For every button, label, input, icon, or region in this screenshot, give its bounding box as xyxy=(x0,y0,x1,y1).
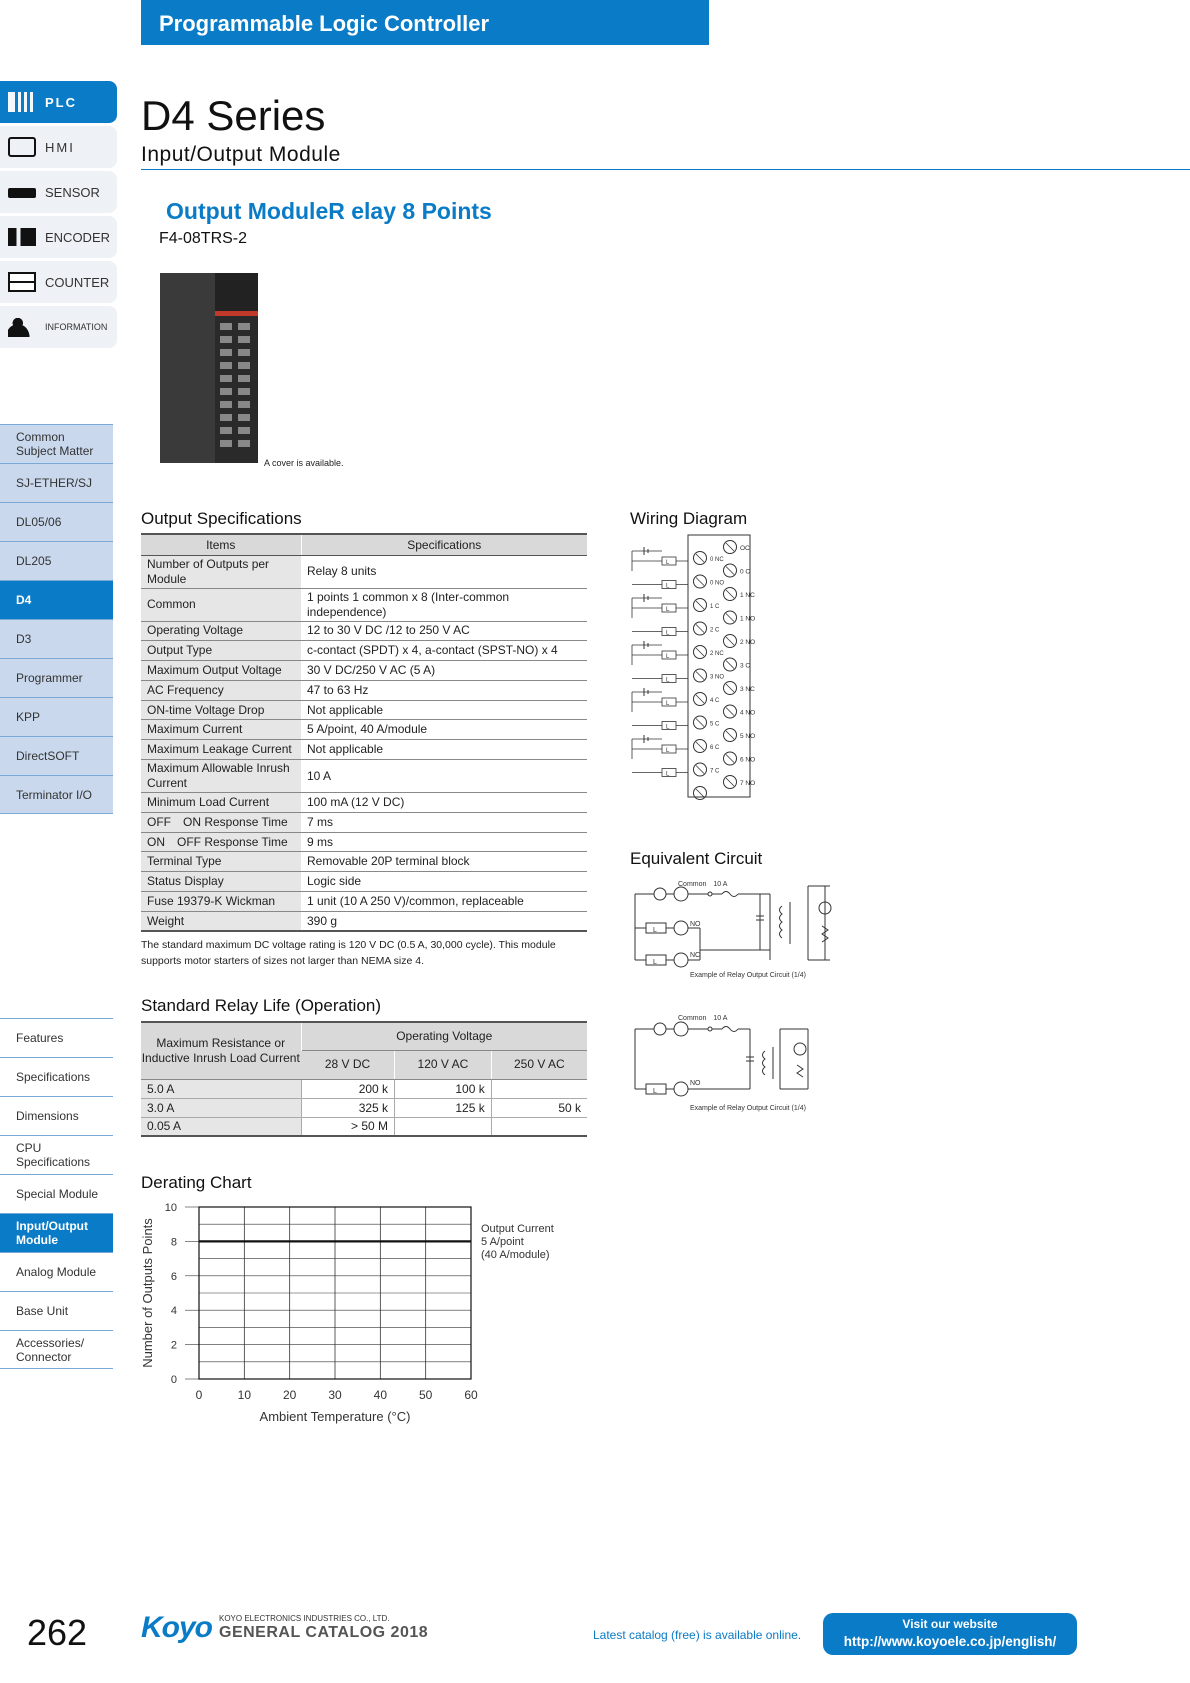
nav-features[interactable]: Features xyxy=(0,1018,113,1057)
nav-programmer[interactable]: Programmer xyxy=(0,658,113,697)
tab-hmi[interactable]: HMI xyxy=(0,126,117,168)
spec-value: 100 mA (12 V DC) xyxy=(301,793,587,813)
spec-value: Logic side xyxy=(301,872,587,892)
terminal-slot xyxy=(696,672,704,680)
nav-kpp[interactable]: KPP xyxy=(0,697,113,736)
relay-life-value xyxy=(491,1079,587,1098)
x-tick-label: 30 xyxy=(328,1388,342,1402)
group-header: Operating Voltage xyxy=(301,1022,587,1050)
nav-common-subject-matter[interactable]: Common Subject Matter xyxy=(0,424,113,463)
page-subtitle: Input/Output Module xyxy=(141,143,341,166)
table-row xyxy=(141,641,587,661)
column-header: Items xyxy=(141,534,301,555)
module-title: Output ModuleR elay 8 Points xyxy=(166,198,492,224)
table-row xyxy=(141,793,587,813)
terminal-label: 3 NO xyxy=(710,674,725,681)
nav-dimensions[interactable]: Dimensions xyxy=(0,1096,113,1135)
plc-icon xyxy=(8,92,36,112)
load-label: L xyxy=(666,771,670,778)
spec-value: Not applicable xyxy=(301,740,587,760)
terminal-label: 2 NC xyxy=(710,651,724,657)
nav-input-output-module[interactable]: Input/Output Module xyxy=(0,1213,113,1252)
relay-life-value: > 50 M xyxy=(301,1117,395,1136)
row-header: Maximum Resistance or Inductive Inrush Load Current xyxy=(141,1022,301,1079)
wiring-title: Wiring Diagram xyxy=(630,509,748,528)
visit-label: Visit our website xyxy=(902,1617,998,1631)
spec-value: 9 ms xyxy=(301,832,587,852)
load-label: L xyxy=(653,927,657,934)
terminal-label: 4 NO xyxy=(740,709,756,717)
nav-dl05-06[interactable]: DL05/06 xyxy=(0,502,113,541)
spec-value: 1 unit (10 A 250 V)/common, replaceable xyxy=(301,892,587,912)
column-header: Specifications xyxy=(301,534,587,555)
output-spec-table xyxy=(141,533,587,932)
table-row xyxy=(141,621,587,641)
header-bar xyxy=(141,0,709,45)
terminal-label: 0 NO xyxy=(710,580,725,587)
load-label: L xyxy=(653,959,657,966)
load-current: 5.0 A xyxy=(141,1079,301,1098)
spec-item: AC Frequency xyxy=(141,680,301,700)
spec-value: 1 points 1 common x 8 (Inter-common independence) xyxy=(301,588,587,621)
x-tick-label: 60 xyxy=(464,1388,478,1402)
model-number: F4-08TRS-2 xyxy=(159,230,248,247)
table-row xyxy=(141,892,587,912)
spec-value: 5 A/point, 40 A/module xyxy=(301,720,587,740)
terminal-label: 2 C xyxy=(710,627,720,634)
relay-life-value: 125 k xyxy=(395,1098,492,1117)
terminal-label: 1 C xyxy=(710,604,720,610)
relay-life-value: 50 k xyxy=(491,1098,587,1117)
table-row xyxy=(141,911,587,931)
spec-item: Maximum Output Voltage xyxy=(141,661,301,681)
chart-annotation: 5 A/point xyxy=(481,1236,524,1248)
common-label: Common 10 A xyxy=(678,1015,728,1022)
catalog-name: GENERAL CATALOG 2018 xyxy=(219,1624,429,1641)
terminal-label: 1 NC xyxy=(740,592,755,599)
nav-directsoft[interactable]: DirectSOFT xyxy=(0,736,113,775)
tab-sensor[interactable]: SENSOR xyxy=(0,171,117,213)
hmi-icon xyxy=(8,137,36,157)
nav-analog-module[interactable]: Analog Module xyxy=(0,1252,113,1291)
relay-life-value: 200 k xyxy=(301,1079,395,1098)
x-tick-label: 0 xyxy=(195,1388,203,1402)
load-label: L xyxy=(653,1088,657,1095)
relay-life-table xyxy=(141,1021,587,1137)
terminal-slot xyxy=(696,719,704,727)
table-row xyxy=(141,832,587,852)
table-row xyxy=(141,1098,587,1117)
spec-item: ON-time Voltage Drop xyxy=(141,700,301,720)
load-current: 0.05 A xyxy=(141,1117,301,1136)
y-axis-label: Number of Outputs Points xyxy=(140,1218,155,1368)
load-label: L xyxy=(666,701,670,707)
load-label: L xyxy=(666,560,670,566)
spec-item: Terminal Type xyxy=(141,852,301,872)
header-title: Programmable Logic Controller xyxy=(159,11,490,36)
common-label: Common 10 A xyxy=(678,881,728,888)
chart-annotation: (40 A/module) xyxy=(481,1249,550,1261)
tab-plc[interactable]: PLC xyxy=(0,81,117,123)
terminal-label: OC xyxy=(740,545,750,552)
load-label: L xyxy=(666,654,670,660)
nav-special-module[interactable]: Special Module xyxy=(0,1174,113,1213)
terminal-slot xyxy=(696,742,704,750)
load-label: L xyxy=(666,677,670,684)
load-label: L xyxy=(666,748,670,754)
chart-annotation: Output Current xyxy=(481,1223,554,1235)
series-nav xyxy=(0,424,113,814)
terminal-label: 5 NO xyxy=(740,733,756,740)
spec-item: Status Display xyxy=(141,872,301,892)
load-label: L xyxy=(666,630,670,637)
table-row xyxy=(141,760,587,793)
table-row xyxy=(141,872,587,892)
nav-sj-ether[interactable]: SJ-ETHER/SJ xyxy=(0,463,113,502)
no-label: NO xyxy=(690,1080,701,1087)
spec-value: 10 A xyxy=(301,760,587,793)
spec-value: c-contact (SPDT) x 4, a-contact (SPST-NO) x 4 xyxy=(301,641,587,661)
terminal-slot xyxy=(726,778,734,786)
spec-value: 30 V DC/250 V AC (5 A) xyxy=(301,661,587,681)
spec-value: 7 ms xyxy=(301,812,587,832)
counter-icon xyxy=(8,272,36,292)
x-tick-label: 10 xyxy=(237,1388,252,1402)
latest-catalog-note: Latest catalog (free) is available online. xyxy=(593,1628,802,1642)
y-tick-label: 2 xyxy=(170,1339,177,1352)
spec-value: 12 to 30 V DC /12 to 250 V AC xyxy=(301,621,587,641)
x-axis-label: Ambient Temperature (°C) xyxy=(259,1409,411,1424)
title-divider xyxy=(141,169,1190,170)
column-header: 120 V AC xyxy=(395,1050,492,1079)
page-title: D4 Series xyxy=(141,92,326,139)
category-tabs xyxy=(0,81,117,351)
spec-value: 390 g xyxy=(301,911,587,931)
spec-item: Maximum Current xyxy=(141,720,301,740)
terminal-label: 3 NC xyxy=(740,686,755,693)
terminal-label: 3 C xyxy=(740,662,751,670)
no-label: NO xyxy=(690,921,701,928)
spec-item: Maximum Leakage Current xyxy=(141,740,301,760)
column-header: 250 V AC xyxy=(491,1050,587,1079)
terminal-slot xyxy=(696,578,704,586)
y-tick-label: 0 xyxy=(170,1374,177,1386)
terminal-slot xyxy=(696,648,704,656)
nav-terminator-io[interactable]: Terminator I/O xyxy=(0,775,113,814)
spec-item: Maximum Allowable Inrush Current xyxy=(141,760,301,793)
table-row xyxy=(141,812,587,832)
brand-logo: Koyo xyxy=(141,1611,212,1644)
terminal-slot xyxy=(696,766,704,774)
spec-value: Not applicable xyxy=(301,700,587,720)
nc-label: NC xyxy=(690,952,701,959)
terminal-slot xyxy=(726,614,734,622)
spec-item: Fuse 19379-K Wickman xyxy=(141,892,301,912)
table-row xyxy=(141,1079,587,1098)
load-label: L xyxy=(666,724,670,731)
tab-information[interactable]: INFORMATION xyxy=(0,306,117,348)
x-tick-label: 40 xyxy=(373,1388,388,1402)
relay-life-value: 325 k xyxy=(301,1098,395,1117)
load-current: 3.0 A xyxy=(141,1098,301,1117)
terminal-slot xyxy=(696,789,704,797)
spec-item: Output Type xyxy=(141,641,301,661)
nav-d4[interactable]: D4 xyxy=(0,580,113,619)
terminal-slot xyxy=(696,601,704,609)
y-tick-label: 10 xyxy=(164,1202,177,1214)
section-nav xyxy=(0,1018,113,1369)
terminal-slot xyxy=(696,554,704,562)
spec-value: Removable 20P terminal block xyxy=(301,852,587,872)
y-tick-label: 6 xyxy=(170,1270,177,1283)
output-spec-title: Output Specifications xyxy=(141,509,302,528)
load-label: L xyxy=(666,607,670,613)
y-tick-label: 8 xyxy=(170,1236,177,1249)
equivalent-circuit-1 xyxy=(630,876,850,986)
relay-life-value xyxy=(395,1117,492,1136)
spec-item: Number of Outputs per Module xyxy=(141,555,301,588)
nav-dl205[interactable]: DL205 xyxy=(0,541,113,580)
spec-value: 47 to 63 Hz xyxy=(301,680,587,700)
spec-item: Minimum Load Current xyxy=(141,793,301,813)
terminal-slot xyxy=(696,695,704,703)
information-icon xyxy=(8,317,36,337)
spec-note: The standard maximum DC voltage rating is 120 V DC (0.5 A, 30,000 cycle). This module supports motor starters of sizes not larger than NEMA size 4. xyxy=(141,939,556,967)
terminal-label: 7 NO xyxy=(740,780,756,787)
table-row xyxy=(141,1117,587,1136)
terminal-slot xyxy=(726,708,734,716)
derating-chart xyxy=(138,1195,588,1440)
terminal-label: 0 NC xyxy=(710,557,724,563)
terminal-label: 7 C xyxy=(710,768,720,775)
equivalent-title: Equivalent Circuit xyxy=(630,849,763,868)
table-row xyxy=(141,720,587,740)
terminal-slot xyxy=(726,590,734,598)
column-header: 28 V DC xyxy=(301,1050,395,1079)
table-row xyxy=(141,740,587,760)
table-row xyxy=(141,661,587,681)
tab-counter[interactable]: COUNTER xyxy=(0,261,117,303)
terminal-slot xyxy=(726,731,734,739)
relay-life-value xyxy=(491,1117,587,1136)
sensor-icon xyxy=(8,188,36,198)
terminal-slot xyxy=(696,625,704,633)
company-name: KOYO ELECTRONICS INDUSTRIES CO., LTD. xyxy=(219,1614,390,1623)
x-tick-label: 20 xyxy=(282,1388,297,1402)
terminal-slot xyxy=(726,567,734,575)
nav-cpu-specifications[interactable]: CPU Specifications xyxy=(0,1135,113,1174)
spec-item: Operating Voltage xyxy=(141,621,301,641)
nav-base-unit[interactable]: Base Unit xyxy=(0,1291,113,1330)
equivalent-circuit-2 xyxy=(630,1009,850,1119)
circuit-caption: Example of Relay Output Circuit (1/4) xyxy=(690,1105,806,1112)
terminal-label: 0 C xyxy=(740,568,751,576)
terminal-slot xyxy=(726,543,734,551)
table-row xyxy=(141,852,587,872)
product-image xyxy=(160,273,258,463)
table-row xyxy=(141,700,587,720)
relay-life-title: Standard Relay Life (Operation) xyxy=(141,996,382,1015)
terminal-slot xyxy=(726,684,734,692)
y-tick-label: 4 xyxy=(170,1305,177,1318)
cover-note: A cover is available. xyxy=(264,458,344,468)
spec-item: Weight xyxy=(141,911,301,931)
terminal-label: 6 NO xyxy=(740,756,756,764)
visit-url: http://www.koyoele.co.jp/english/ xyxy=(843,1634,1057,1649)
load-label: L xyxy=(666,583,670,590)
derating-chart-title: Derating Chart xyxy=(141,1173,252,1192)
nav-d3[interactable]: D3 xyxy=(0,619,113,658)
visit-website-button[interactable] xyxy=(823,1613,1077,1655)
nav-specifications[interactable]: Specifications xyxy=(0,1057,113,1096)
nav-accessories-connector[interactable]: Accessories/ Connector xyxy=(0,1330,113,1369)
page-number: 262 xyxy=(27,1612,88,1653)
circuit-caption: Example of Relay Output Circuit (1/4) xyxy=(690,972,806,979)
x-tick-label: 50 xyxy=(418,1388,433,1402)
encoder-icon xyxy=(8,228,36,246)
terminal-slot xyxy=(726,755,734,763)
table-row xyxy=(141,680,587,700)
terminal-label: 1 NO xyxy=(740,615,756,623)
spec-item: ON OFF Response Time xyxy=(141,832,301,852)
tab-encoder[interactable]: ENCODER xyxy=(0,216,117,258)
spec-item: OFF ON Response Time xyxy=(141,812,301,832)
spec-value: Relay 8 units xyxy=(301,555,587,588)
terminal-label: 6 C xyxy=(710,745,720,751)
spec-item: Common xyxy=(141,588,301,621)
terminal-label: 2 NO xyxy=(740,639,756,646)
terminal-label: 4 C xyxy=(710,698,720,704)
relay-life-value: 100 k xyxy=(395,1079,492,1098)
table-row xyxy=(141,555,587,588)
wiring-diagram xyxy=(630,533,790,803)
terminal-label: 5 C xyxy=(710,721,720,728)
table-row xyxy=(141,588,587,621)
terminal-slot xyxy=(726,637,734,645)
terminal-slot xyxy=(726,661,734,669)
